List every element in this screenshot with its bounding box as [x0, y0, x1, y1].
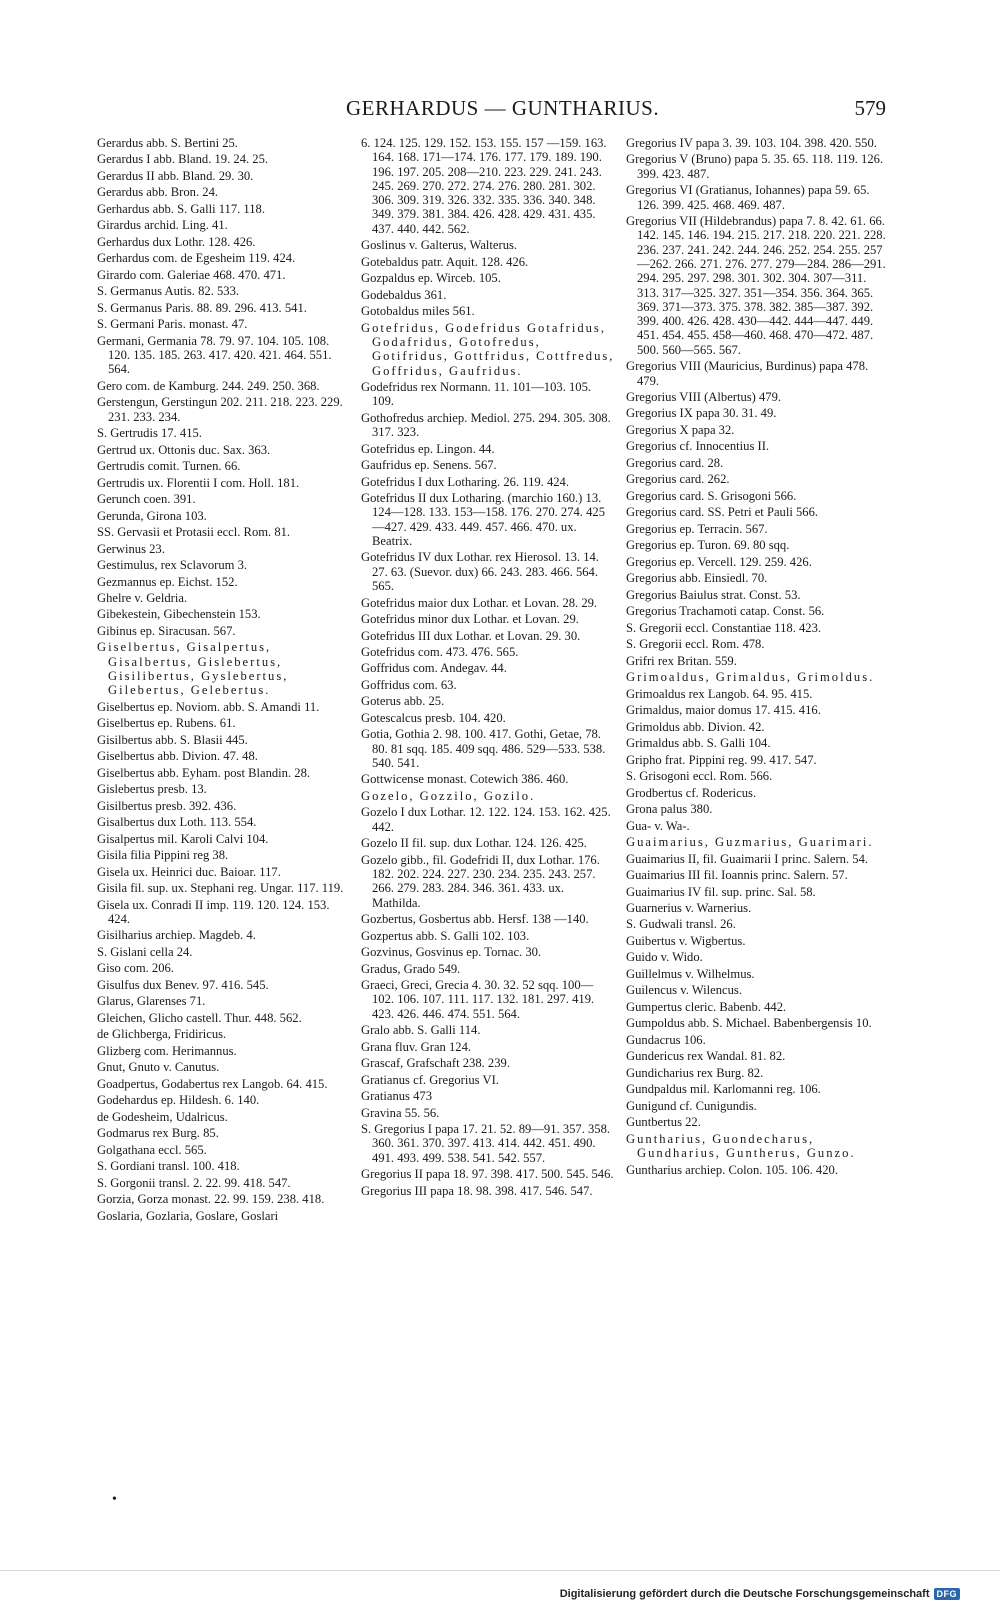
index-entry: Gregorius III papa 18. 98. 398. 417. 546. 547. [361, 1183, 593, 1198]
index-entry: Glarus, Glarenses 71. [97, 994, 206, 1009]
index-entry: Gisila fil. sup. ux. Stephani reg. Ungar. 117. 119. [97, 881, 344, 896]
index-entry: Giso com. 206. [97, 961, 174, 976]
index-entry: Gisilharius archiep. Magdeb. 4. [97, 928, 256, 943]
index-entry: Gotefridus III dux Lothar. et Lovan. 29. 30. [361, 628, 581, 643]
index-entry: Gestimulus, rex Sclavorum 3. [97, 558, 248, 573]
index-entry: Gralo abb. S. Galli 114. [361, 1023, 481, 1038]
index-entry: Gregorius VIII (Albertus) 479. [626, 389, 782, 404]
index-entry: Gibekestein, Gibechenstein 153. [97, 607, 261, 622]
index-entry: Giselbertus, Gisalpertus, Gisalbertus, Gislebertus, Gisilibertus, Gyslebertus, Gilebertus, Gelebertus. [97, 640, 289, 698]
index-entry: Godebaldus 361. [361, 287, 447, 302]
index-entry: Gisalpertus mil. Karoli Calvi 104. [97, 831, 269, 846]
index-entry: Gozpertus abb. S. Galli 102. 103. [361, 928, 530, 943]
index-entry: S. Germanus Autis. 82. 533. [97, 284, 240, 299]
index-entry: Gregorius card. S. Grisogoni 566. [626, 488, 797, 503]
index-entry: Gua- v. Wa-. [626, 818, 690, 833]
index-entry: Grona palus 380. [626, 802, 713, 817]
index-column-middle [361, 136, 615, 1200]
index-entry: Gerwinus 23. [97, 541, 165, 556]
index-entry: Gregorius VIII (Mauricius, Burdinus) papa 478. 479. [626, 359, 869, 388]
index-entry: Grodbertus cf. Rodericus. [626, 785, 757, 800]
digitization-footer [560, 1586, 960, 1602]
index-entry: Gerunch coen. 391. [97, 492, 196, 507]
index-entry: Goadpertus, Godabertus rex Langob. 64. 415. [97, 1076, 328, 1091]
index-entry: Gothofredus archiep. Mediol. 275. 294. 305. 308. 317. 323. [361, 410, 611, 440]
index-entry: Grimoaldus rex Langob. 64. 95. 415. [626, 686, 813, 701]
index-entry: Germani, Germania 78. 79. 97. 104. 105. 108. 120. 135. 185. 263. 417. 420. 421. 464. 551. 564. [97, 333, 332, 377]
index-entry: Grimoldus abb. Divion. 42. [626, 719, 765, 734]
index-entry: Guntharius archiep. Colon. 105. 106. 420. [626, 1162, 838, 1177]
index-entry: Gregorius cf. Innocentius II. [626, 439, 770, 454]
index-entry: Gibinus ep. Siracusan. 567. [97, 623, 236, 638]
index-entry: Gerardus I abb. Bland. 19. 24. 25. [97, 152, 269, 167]
index-entry: Gerardus abb. S. Bertini 25. [97, 136, 238, 150]
index-entry: Gozvinus, Gosvinus ep. Tornac. 30. [361, 945, 542, 960]
index-entry: Gripho frat. Pippini reg. 99. 417. 547. [626, 752, 817, 767]
index-entry: Gerardus II abb. Bland. 29. 30. [97, 168, 254, 183]
index-entry: Gotescalcus presb. 104. 420. [361, 710, 506, 725]
index-entry: Guilencus v. Wilencus. [626, 983, 742, 998]
index-entry: Gerhardus dux Lothr. 128. 426. [97, 234, 256, 249]
index-entry: Gundericus rex Wandal. 81. 82. [626, 1049, 786, 1064]
index-entry: Girardo com. Galeriae 468. 470. 471. [97, 267, 286, 282]
index-entry: Gregorius IX papa 30. 31. 49. [626, 406, 777, 421]
index-entry: Gregorius abb. Einsiedl. 70. [626, 571, 768, 586]
index-entry: S. Gislani cella 24. [97, 944, 193, 959]
index-entry: Gislebertus presb. 13. [97, 782, 207, 797]
index-entry: Guibertus v. Wigbertus. [626, 933, 746, 948]
index-entry: Grimaldus abb. S. Galli 104. [626, 736, 771, 751]
index-entry: Gottwicense monast. Cotewich 386. 460. [361, 772, 569, 787]
index-entry: Gratianus cf. Gregorius VI. [361, 1072, 499, 1087]
index-entry: Gregorius card. 28. [626, 455, 724, 470]
index-entry: Godefridus rex Normann. 11. 101—103. 105. 109. [361, 380, 592, 409]
index-entry: Gotebaldus patr. Aquit. 128. 426. [361, 254, 529, 269]
index-entry: Guarnerius v. Warnerius. [626, 901, 752, 915]
index-entry: Gregorius ep. Terracin. 567. [626, 521, 768, 536]
index-entry: Gumpertus cleric. Babenb. 442. [626, 999, 787, 1014]
index-entry: S. Gudwali transl. 26. [626, 917, 736, 932]
index-entry: Gregorius VII (Hildebrandus) papa 7. 8. 42. 61. 66. 142. 145. 146. 194. 215. 217. 218. 220. 221. 228. 236. 237. 241. 242. 244. 246. 252. 254. 255. 257—262. 266. 271. 276. 277. 279—284. 286—291. 294. 295. 297. 298. 301. 302. 304. 307—311. 313. 317—325. 327. 351—354. 356. 364. 365. 369. 371—373. 375. 378. 382. 385—387. 392. 399. 400. 426. 428. 430—442. 444—447. 449. 451. 454. 455. 458—460. 468. 470—472. 487. 500. 560—565. 567. [626, 214, 886, 357]
index-entry: Giselbertus ep. Rubens. 61. [97, 716, 236, 731]
index-entry: Giselbertus abb. Divion. 47. 48. [97, 749, 258, 764]
index-entry: Gerstengun, Gerstingun 202. 211. 218. 223. 229. 231. 233. 234. [97, 395, 343, 424]
index-entry: Guido v. Wido. [626, 950, 703, 965]
index-entry: Gotefridus minor dux Lothar. et Lovan. 29. [361, 612, 579, 627]
index-entry: Goslinus v. Galterus, Walterus. [361, 238, 518, 253]
index-column-left [97, 136, 351, 1225]
index-entry: Gisalbertus dux Loth. 113. 554. [97, 815, 257, 830]
index-entry: S. Germani Paris. monast. 47. [97, 317, 248, 332]
index-entry: Gozelo I dux Lothar. 12. 122. 124. 153. 162. 425. 442. [361, 805, 611, 834]
index-entry: Ghelre v. Geldria. [97, 591, 188, 605]
index-entry: Guaimarius II, fil. Guaimarii I princ. Salern. 54. [626, 851, 869, 866]
index-entry: Grascaf, Grafschaft 238. 239. [361, 1056, 510, 1071]
index-entry: Gisela ux. Heinrici duc. Baioar. 117. [97, 864, 281, 879]
index-entry: Gozbertus, Gosbertus abb. Hersf. 138 —140. [361, 912, 589, 927]
footer-text: Digitalisierung gefördert durch die Deutsche Forschungsgemeinschaft [559, 1588, 930, 1600]
index-entry: Goffridus com. 63. [361, 677, 457, 692]
index-entry: Goslaria, Gozlaria, Goslare, Goslari [97, 1208, 279, 1223]
index-entry: Gregorius Trachamoti catap. Const. 56. [626, 604, 825, 619]
index-entry: Gregorius ep. Vercell. 129. 259. 426. [626, 554, 812, 569]
index-entry: Graeci, Greci, Grecia 4. 30. 32. 52 sqq. 100—102. 106. 107. 111. 117. 132. 181. 297. 419. 423. 426. 446. 474. 551. 564. [361, 978, 595, 1021]
index-entry: Godehardus ep. Hildesh. 6. 140. [97, 1093, 260, 1108]
index-entry: Gundacrus 106. [626, 1032, 706, 1047]
index-entry: Guaimarius, Guzmarius, Guarimari. [626, 835, 874, 850]
index-entry: Guntbertus 22. [626, 1115, 701, 1130]
index-entry: Glizberg com. Herimannus. [97, 1043, 237, 1058]
page-header [96, 96, 886, 126]
index-entry: S. Gregorii eccl. Rom. 478. [626, 637, 765, 652]
index-entry: Gregorius Baiulus strat. Const. 53. [626, 587, 801, 602]
index-entry: S. Gertrudis 17. 415. [97, 426, 202, 441]
index-entry: Guillelmus v. Wilhelmus. [626, 966, 755, 981]
index-entry: Gundpaldus mil. Karlomanni reg. 106. [626, 1082, 821, 1097]
footer-divider [0, 1570, 1000, 1571]
index-entry: Gisela ux. Conradi II imp. 119. 120. 124. 153. 424. [97, 897, 330, 926]
page-number: 579 [854, 96, 886, 120]
index-entry: Grimoaldus, Grimaldus, Grimoldus. [626, 670, 875, 685]
index-entry: S. Grisogoni eccl. Rom. 566. [626, 769, 773, 784]
index-entry: de Glichberga, Fridiricus. [97, 1027, 227, 1042]
index-entry: Gravina 55. 56. [361, 1105, 440, 1120]
index-entry: S. Gregorii eccl. Constantiae 118. 423. [626, 620, 822, 635]
index-entry: Gregorius card. SS. Petri et Pauli 566. [626, 505, 819, 520]
index-entry: Guntharius, Guondecharus, Gundharius, Guntherus, Gunzo. [626, 1131, 856, 1161]
index-entry: Giselbertus abb. Eyham. post Blandin. 28. [97, 765, 311, 780]
index-entry: Grana fluv. Gran 124. [361, 1039, 472, 1054]
index-entry: Golgathana eccl. 565. [97, 1142, 207, 1157]
index-entry: Gisulfus dux Benev. 97. 416. 545. [97, 977, 269, 992]
index-entry: Gertrud ux. Ottonis duc. Sax. 363. [97, 442, 271, 457]
index-entry: Girardus archid. Ling. 41. [97, 218, 228, 233]
index-entry: Goterus abb. 25. [361, 694, 445, 709]
index-column-right [626, 136, 888, 1179]
dfg-logo-icon: DFG [934, 1588, 961, 1600]
index-entry: Gotia, Gothia 2. 98. 100. 417. Gothi, Getae, 78. 80. 81 sqq. 185. 409 sqq. 486. 529—533. 538. 540. 541. [361, 727, 606, 770]
index-entry: Gozelo, Gozzilo, Gozilo. [361, 788, 536, 803]
index-entry: Grimaldus, maior domus 17. 415. 416. [626, 703, 821, 718]
index-entry: Gumpoldus abb. S. Michael. Babenbergensis 10. [626, 1016, 872, 1031]
index-entry: Gertrudis comit. Turnen. 66. [97, 459, 241, 474]
index-entry: Gregorius X papa 32. [626, 422, 735, 437]
index-entry: Gisila filia Pippini reg 38. [97, 848, 229, 863]
index-entry: Gerardus abb. Bron. 24. [97, 185, 219, 200]
index-entry: Gotefridus maior dux Lothar. et Lovan. 28. 29. [361, 595, 598, 610]
index-entry: Gertrudis ux. Florentii I com. Holl. 181. [97, 475, 300, 490]
index-entry: Gotefridus, Godefridus Gotafridus, Godafridus, Gotofredus, Gotifridus, Gottfridus, Cottfredus, Goffridus, Gaufridus. [361, 320, 615, 378]
index-entry: SS. Gervasii et Protasii eccl. Rom. 81. [97, 525, 291, 540]
index-entry: Gnut, Gnuto v. Canutus. [97, 1060, 220, 1075]
index-entry: Gozelo gibb., fil. Godefridi II, dux Lothar. 176. 182. 202. 224. 227. 230. 234. 235. 243. 257. 266. 279. 283. 284. 346. 361. 433. ux. Mathilda. [361, 852, 600, 910]
running-title: GERHARDUS — GUNTHARIUS. [346, 96, 660, 120]
index-entry: Gregorius VI (Gratianus, Iohannes) papa 59. 65. 126. 399. 425. 468. 469. 487. [626, 183, 870, 212]
index-entry: S. Gorgonii transl. 2. 22. 99. 418. 547. [97, 1175, 291, 1190]
index-entry: Giselbertus ep. Noviom. abb. S. Amandi 11. [97, 699, 320, 714]
index-entry: Gleichen, Glicho castell. Thur. 448. 562. [97, 1010, 302, 1025]
index-entry: Goffridus com. Andegav. 44. [361, 661, 507, 676]
index-entry: Gregorius ep. Turon. 69. 80 sqq. [626, 538, 790, 553]
index-entry: Gisilbertus presb. 392. 436. [97, 798, 237, 813]
margin-dot: • [112, 1492, 117, 1507]
index-entry: Gerhardus com. de Egesheim 119. 424. [97, 251, 296, 266]
index-entry: Grifri rex Britan. 559. [626, 653, 737, 668]
index-entry: Gotefridus IV dux Lothar. rex Hierosol. 13. 14. 27. 63. (Suevor. dux) 66. 243. 283. 466. 564. 565. [361, 550, 599, 594]
index-entry: Gorzia, Gorza monast. 22. 99. 159. 238. 418. [97, 1192, 325, 1207]
index-entry: Gaufridus ep. Senens. 567. [361, 458, 497, 473]
index-entry: Gerhardus abb. S. Galli 117. 118. [97, 201, 266, 216]
index-entry: Gisilbertus abb. S. Blasii 445. [97, 732, 248, 747]
index-entry: Gotefridus I dux Lotharing. 26. 119. 424. [361, 474, 569, 489]
index-entry: S. Germanus Paris. 88. 89. 296. 413. 541. [97, 300, 307, 315]
index-entry: Gotefridus com. 473. 476. 565. [361, 644, 519, 659]
index-entry: Gerunda, Girona 103. [97, 508, 207, 523]
index-entry: Gregorius II papa 18. 97. 398. 417. 500. 545. 546. [361, 1167, 614, 1182]
index-entry: S. Gregorius I papa 17. 21. 52. 89—91. 357. 358. 360. 361. 370. 397. 413. 414. 442. 451. 490. 491. 493. 499. 538. 541. 542. 557. [361, 1122, 611, 1165]
index-entry: 6. 124. 125. 129. 152. 153. 155. 157 —159. 163. 164. 168. 171—174. 176. 177. 179. 189. 190. 196. 197. 205. 208—210. 223. 229. 241. 243. 245. 269. 270. 272. 274. 276. 280. 281. 302. 306. 309. 319. 326. 332. 335. 336. 340. 348. 349. 379. 381. 384. 426. 428. 429. 431. 435. 437. 440. 442. 562. [361, 136, 607, 236]
index-entry: Gotefridus II dux Lotharing. (marchio 160.) 13. 124—128. 133. 153—158. 176. 270. 274. 425—427. 429. 433. 449. 457. 466. 470. ux. Beatrix. [361, 491, 605, 548]
index-entry: Guaimarius III fil. Ioannis princ. Salern. 57. [626, 868, 848, 883]
index-entry: Gozpaldus ep. Wirceb. 105. [361, 271, 501, 286]
index-entry: Gundicharius rex Burg. 82. [626, 1065, 764, 1080]
index-entry: Guaimarius IV fil. sup. princ. Sal. 58. [626, 884, 816, 899]
index-entry: Gotobaldus miles 561. [361, 304, 475, 319]
index-entry: Gregorius V (Bruno) papa 5. 35. 65. 118. 119. 126. 399. 423. 487. [626, 152, 884, 181]
index-entry: Gradus, Grado 549. [361, 961, 461, 976]
index-entry: Gregorius IV papa 3. 39. 103. 104. 398. 420. 550. [626, 136, 877, 150]
index-entry: Gunigund cf. Cunigundis. [626, 1098, 757, 1113]
index-entry: de Godesheim, Udalricus. [97, 1109, 228, 1124]
index-entry: Gero com. de Kamburg. 244. 249. 250. 368. [97, 378, 320, 393]
index-entry: Gozelo II fil. sup. dux Lothar. 124. 126. 425. [361, 836, 587, 851]
index-entry: Gotefridus ep. Lingon. 44. [361, 441, 495, 456]
index-entry: Gregorius card. 262. [626, 472, 730, 487]
index-entry: S. Gordiani transl. 100. 418. [97, 1159, 240, 1174]
index-entry: Godmarus rex Burg. 85. [97, 1126, 219, 1141]
index-entry: Gezmannus ep. Eichst. 152. [97, 574, 238, 589]
index-entry: Gratianus 473 [361, 1089, 432, 1104]
